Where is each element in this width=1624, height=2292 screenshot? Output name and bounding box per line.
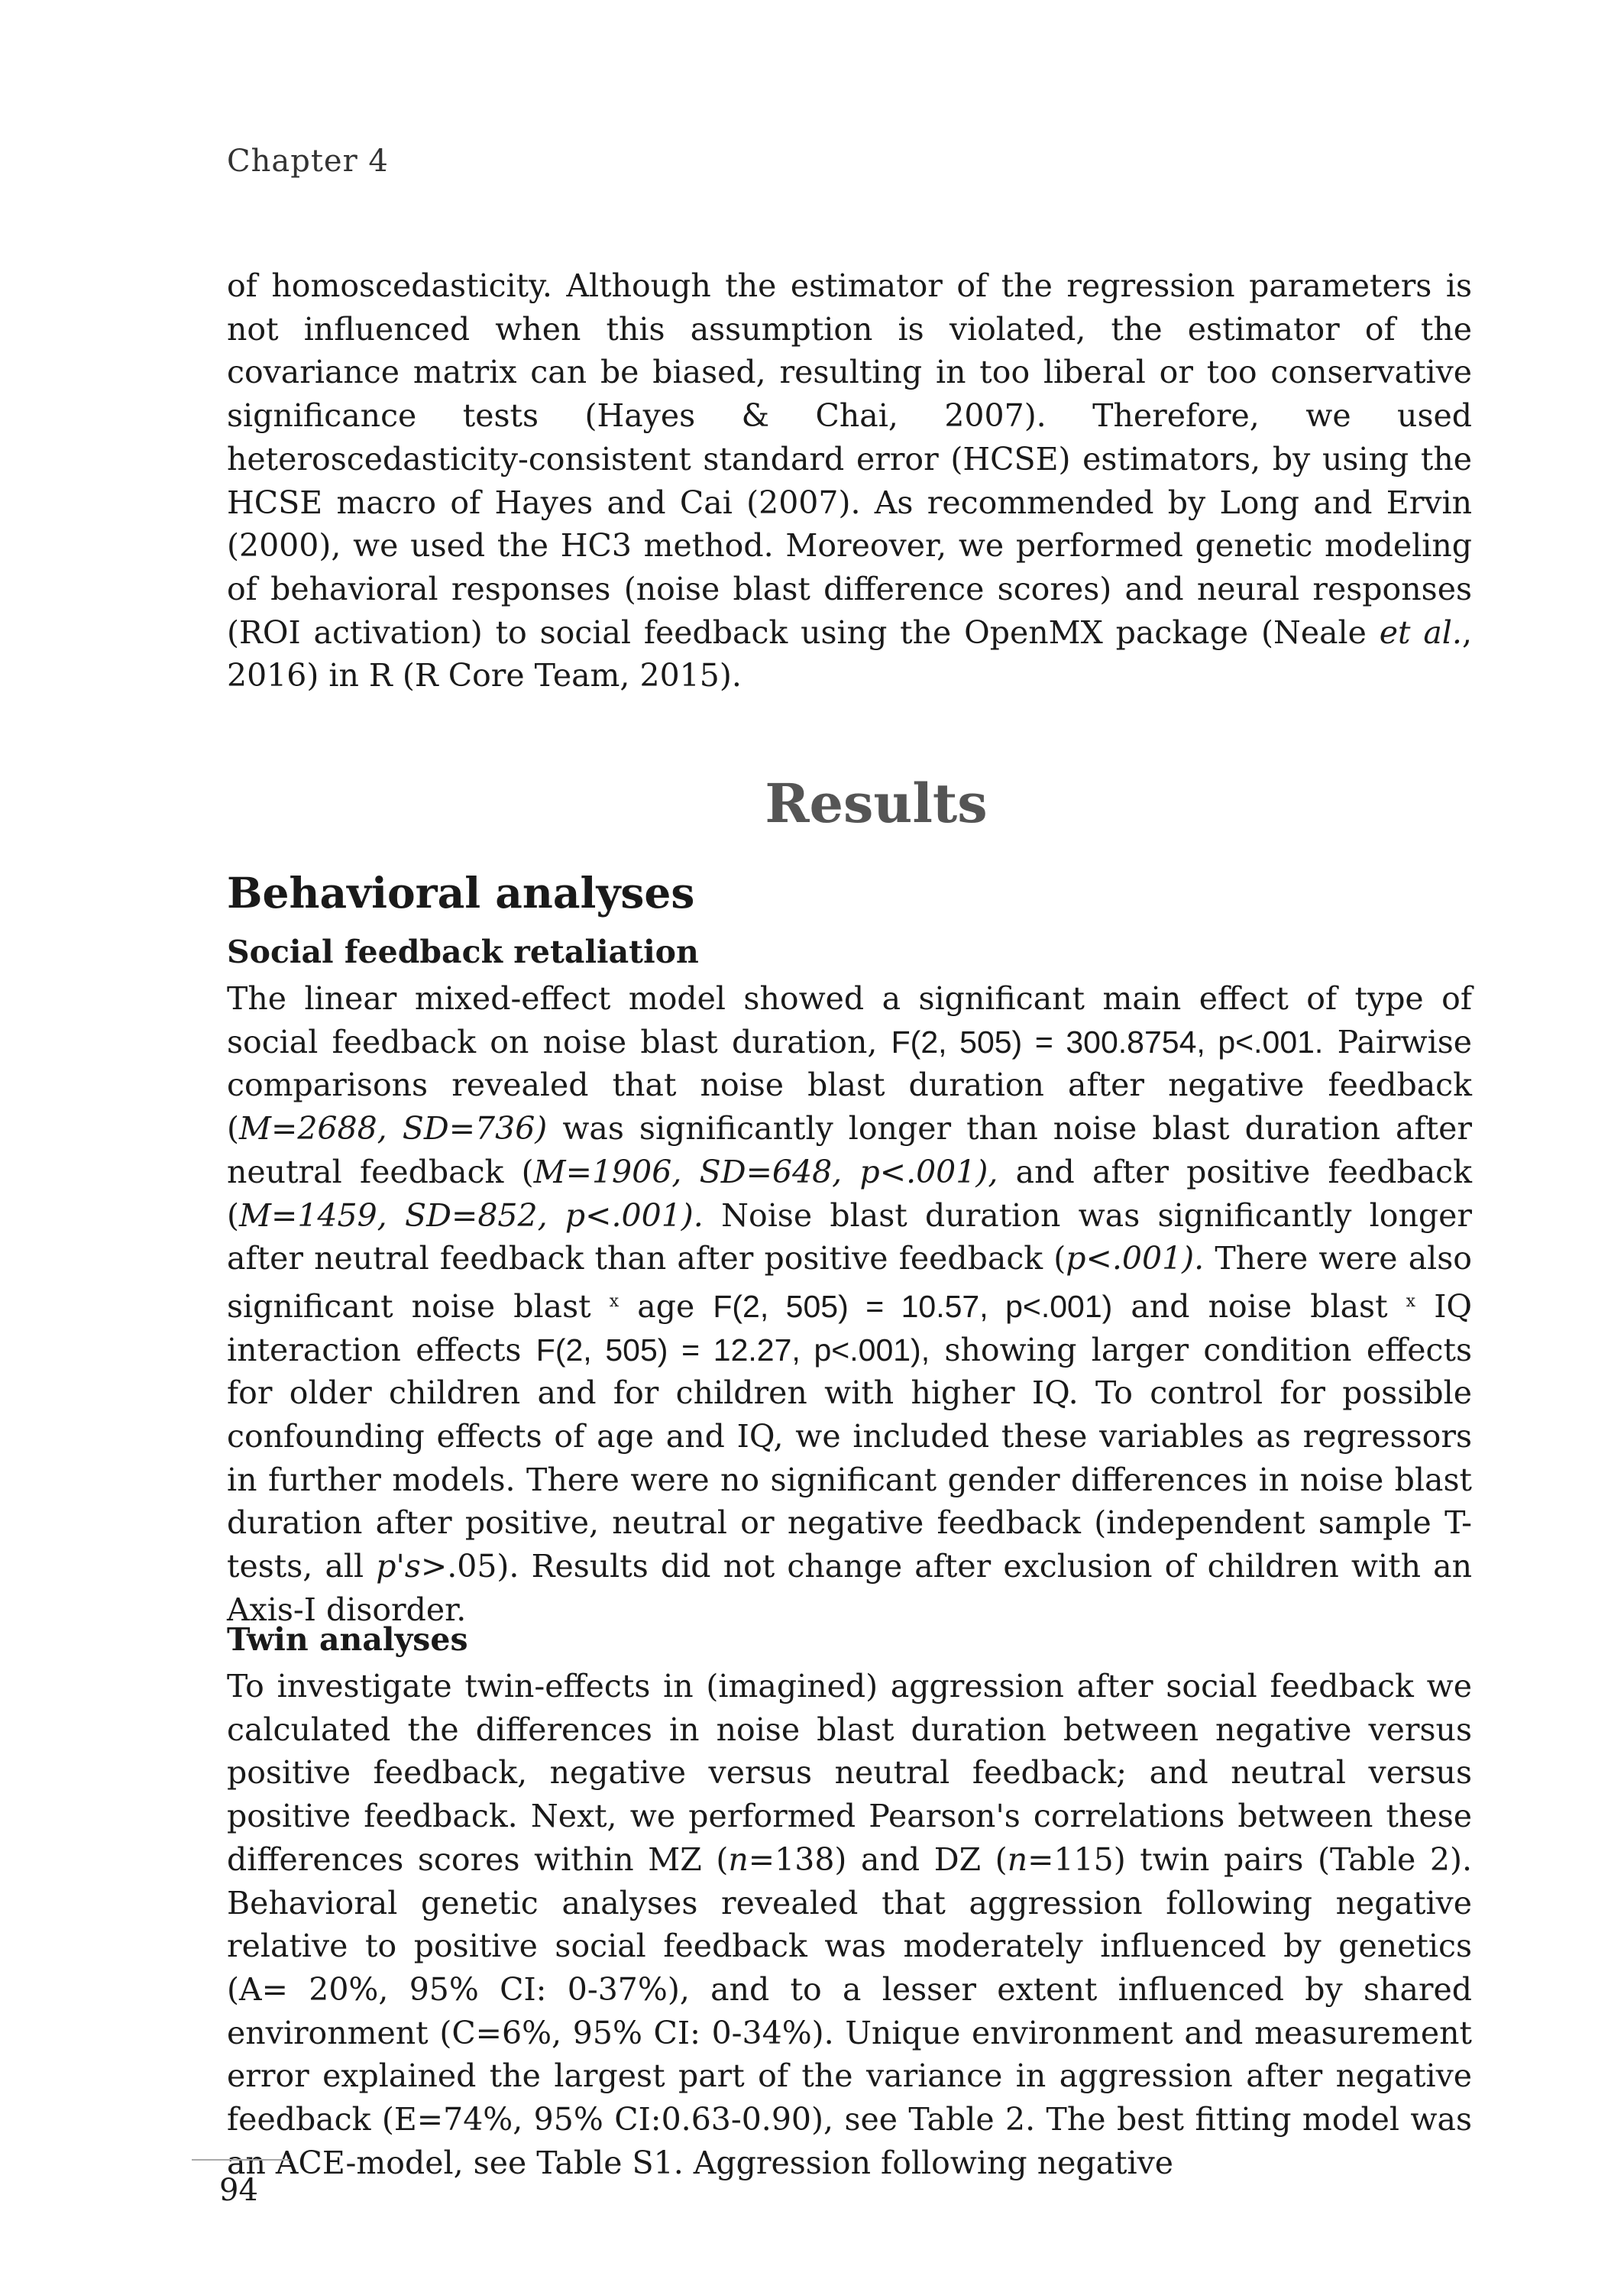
sf-text: was significantly longer than noise blast duration after neutral feedback (	[227, 1110, 1472, 1190]
twin-n: n	[1007, 1840, 1028, 1878]
sf-text: and noise blast	[1112, 1287, 1406, 1325]
sf-mean: M=1459,	[239, 1196, 387, 1234]
sf-sd: SD=648,	[699, 1153, 843, 1190]
twin-analyses-paragraph	[227, 1665, 1472, 2184]
sf-text: showing larger condition effects for older children and for children with higher IQ. To control for possible confounding effects of age and IQ, we included these variables as regressors in further models. There were no significant gender differences in noise blast duration after positive, neutral or negative feedback (independent sample T-tests, all	[227, 1331, 1472, 1585]
sf-text: IQ interaction effects	[227, 1287, 1473, 1368]
sf-mean: M=2688,	[239, 1110, 387, 1148]
twin-text: =115) twin pairs (Table 2). Behavioral genetic analyses revealed that aggression following negative relative to positive social feedback was moderately influenced by genetics (A= 20%, 95% CI: 0-37%), and to a lesser extent influenced by shared environment (C=6%, 95% CI: 0-34%). Unique environment and measurement error explained the largest part of the variance in aggression after negative feedback (E=74%, 95% CI:0.63-0.90), see Table 2. The best fitting model was an ACE-model, see Table S1. Aggression following negative	[227, 1840, 1473, 2181]
intro-text-2: , 2016) in R (R Core Team, 2015).	[227, 613, 1472, 694]
sf-stat-age: F(2, 505) = 10.57, p<.001)	[713, 1288, 1113, 1324]
twin-text: =138) and DZ (	[748, 1840, 1008, 1878]
intro-et-al: et al.	[1379, 613, 1462, 651]
twin-n: n	[728, 1840, 749, 1878]
sf-text: Pairwise comparisons revealed that noise blast duration after negative feedback (	[227, 1023, 1472, 1148]
interaction-symbol: x	[1406, 1291, 1416, 1311]
page-number: 94	[219, 2173, 258, 2208]
sf-text: Noise blast duration was significantly longer after neutral feedback than after positive feedback (	[227, 1196, 1472, 1277]
sf-text: and after positive feedback (	[227, 1153, 1472, 1234]
subsection-title: Behavioral analyses	[227, 868, 695, 918]
social-feedback-paragraph	[227, 977, 1472, 1632]
sf-mean: M=1906,	[533, 1153, 682, 1190]
twin-analyses-heading: Twin analyses	[227, 1621, 468, 1658]
running-head: Chapter 4	[227, 144, 389, 179]
footer-rule	[192, 2159, 290, 2161]
sf-sd: SD=736)	[402, 1110, 548, 1148]
intro-text-1: of homoscedasticity. Although the estimator of the regression parameters is not influenced when this assumption is violated, the estimator of the covariance matrix can be biased, resulting in too liberal or too conservative significance tests (Hayes & Chai, 2007). Therefore, we used heteroscedasticity-consistent standard error (HCSE) estimators, by using the HCSE macro of Hayes and Cai (2007). As recommended by Long and Ervin (2000), we used the HC3 method. Moreover, we performed genetic modeling of behavioral responses (noise blast difference scores) and neural responses (ROI activation) to social feedback using the OpenMX package (Neale	[227, 267, 1472, 651]
sf-pvalue: p<.001).	[1066, 1240, 1205, 1277]
sf-ps: p's	[376, 1548, 421, 1585]
sf-text: age	[619, 1287, 713, 1325]
sf-text: The linear mixed-effect model showed a significant main effect of type of social feedback on noise blast duration,	[227, 980, 1472, 1060]
social-feedback-heading: Social feedback retaliation	[227, 934, 699, 970]
sf-stat-iq: F(2, 505) = 12.27, p<.001),	[535, 1332, 930, 1368]
section-title: Results	[765, 772, 988, 835]
sf-sd: SD=852,	[405, 1196, 548, 1234]
sf-pvalue: p<.001).	[565, 1196, 704, 1234]
twin-text: To investigate twin-effects in (imagined) aggression after social feedback we calculated the differences in noise blast duration between negative versus positive feedback, negative versus neutral feedback; and neutral versus positive feedback. Next, we performed Pearson's correlations between these differences scores within MZ (	[227, 1668, 1472, 1878]
intro-paragraph	[227, 264, 1472, 698]
sf-pvalue: p<.001),	[859, 1153, 998, 1190]
sf-stat-main: F(2, 505) = 300.8754, p<.001.	[891, 1024, 1324, 1060]
interaction-symbol: x	[609, 1291, 620, 1311]
sf-text: There were also significant noise blast	[227, 1240, 1472, 1325]
sf-text: >.05). Results did not change after exclusion of children with an Axis-I disorder.	[227, 1548, 1472, 1628]
